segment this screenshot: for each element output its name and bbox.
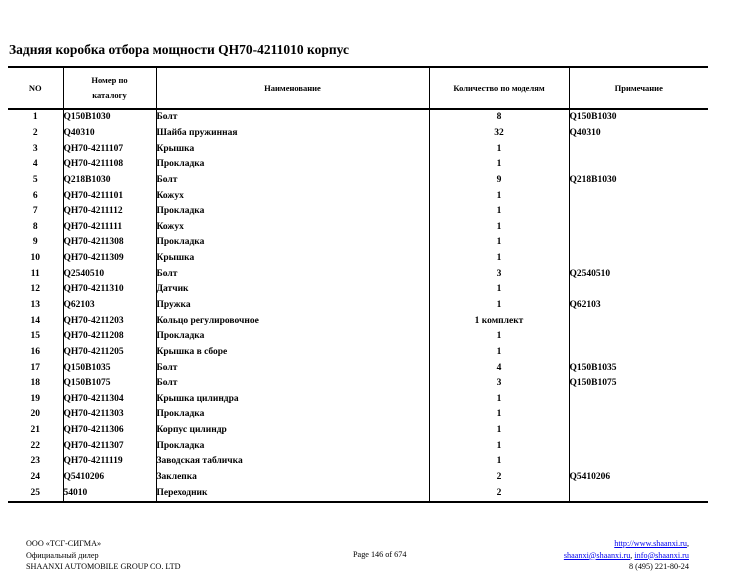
cell-note: Q150B1030 [569,112,617,123]
cell-note: Q2540510 [569,268,611,279]
cell-note [569,204,708,220]
table-row [8,219,708,235]
cell-name: Датчик [156,282,429,298]
cell-no: 14 [8,313,63,329]
table-row [8,109,708,126]
table-row [8,157,708,173]
cell-catalog-number: QH70-4211308 [63,235,156,251]
cell-note [569,423,708,439]
cell-note [569,188,708,204]
cell-quantity: 1 [429,438,569,454]
cell-quantity: 1 [429,392,569,408]
cell-note: Q5410206 [569,472,611,483]
table-row [8,438,708,454]
cell-quantity: 1 [429,329,569,345]
cell-note [569,392,708,408]
cell-catalog-number: QH70-4211112 [63,204,156,220]
cell-no: 15 [8,329,63,345]
cell-note [569,329,708,345]
table-row [8,345,708,361]
header-quantity: Количество по моделям [429,67,569,109]
cell-no: 11 [8,266,63,282]
cell-note: Q62103 [569,300,601,310]
cell-catalog-number: QH70-4211111 [63,219,156,235]
table-row [8,454,708,470]
table-row [8,313,708,329]
cell-no: 1 [8,109,63,126]
cell-quantity: 1 [429,345,569,361]
cell-quantity: 1 [429,157,569,173]
cell-no: 18 [8,376,63,392]
cell-name: Болт [156,173,429,189]
cell-note [569,454,708,470]
table-header-row [8,67,708,109]
cell-name: Крышка [156,251,429,267]
cell-catalog-number: QH70-4211107 [63,141,156,157]
cell-catalog-number: Q150B1075 [63,376,156,392]
cell-name: Шайба пружинная [156,126,429,142]
cell-no: 24 [8,470,63,486]
cell-note [569,345,708,361]
cell-no: 6 [8,188,63,204]
table-row [8,329,708,345]
cell-quantity: 2 [429,470,569,486]
cell-note [569,219,708,235]
cell-no: 17 [8,360,63,376]
cell-quantity: 1 [429,188,569,204]
cell-note: Q150B1035 [569,362,617,373]
cell-quantity: 4 [429,360,569,376]
cell-note [569,282,708,298]
cell-no: 2 [8,126,63,142]
cell-name: Болт [156,266,429,282]
cell-quantity: 1 комплект [429,313,569,329]
cell-no: 8 [8,219,63,235]
cell-note [569,235,708,251]
cell-name: Заклепка [156,470,429,486]
email-link-info[interactable]: info@shaanxi.ru [634,550,689,560]
cell-note [569,407,708,423]
cell-quantity: 2 [429,485,569,502]
table-row [8,470,708,486]
cell-name: Кольцо регулировочное [156,313,429,329]
table-row [8,251,708,267]
table-row [8,141,708,157]
page-number: Page 146 of 674 [353,550,407,559]
cell-name: Прокладка [156,204,429,220]
cell-catalog-number: Q150B1035 [63,360,156,376]
cell-no: 22 [8,438,63,454]
table-row [8,485,708,502]
cell-name: Корпус цилиндр [156,423,429,439]
table-row [8,423,708,439]
cell-quantity: 9 [429,173,569,189]
table-body [8,109,708,502]
cell-note [569,157,708,173]
cell-catalog-number: QH70-4211307 [63,438,156,454]
footer-dealer: Официальный дилер [26,550,99,560]
cell-no: 5 [8,173,63,189]
parts-table [8,66,708,503]
cell-name: Прокладка [156,235,429,251]
cell-catalog-number: Q62103 [63,298,156,314]
footer-company [26,538,181,573]
cell-catalog-number: 54010 [63,485,156,502]
email-link-shaanxi[interactable]: shaanxi@shaanxi.ru [563,550,631,560]
header-catalog-line1: Номер по [91,75,128,85]
table-row [8,266,708,282]
footer-contacts: http://www.shaanxi.ru, shaanxi@shaanxi.ru, info@shaanxi.ru 8 (495) 221-80-24 [563,539,689,571]
cell-no: 7 [8,204,63,220]
header-note: Примечание [569,67,708,109]
cell-quantity: 1 [429,282,569,298]
cell-name: Крышка [156,141,429,157]
cell-quantity: 1 [429,235,569,251]
cell-name: Заводская табличка [156,454,429,470]
footer-group: SHAANXI AUTOMOBILE GROUP CO. LTD [26,562,181,571]
cell-name: Прокладка [156,438,429,454]
header-catalog-line2: каталогу [92,90,127,100]
table-row [8,298,708,314]
table-row [8,235,708,251]
cell-quantity: 3 [429,376,569,392]
cell-quantity: 32 [429,126,569,142]
table-row [8,407,708,423]
cell-note [569,251,708,267]
cell-catalog-number: QH70-4211101 [63,188,156,204]
table-row [8,126,708,142]
cell-name: Болт [156,360,429,376]
cell-catalog-number: Q150B1030 [63,109,156,126]
cell-no: 4 [8,157,63,173]
cell-name: Прокладка [156,329,429,345]
cell-catalog-number: QH70-4211310 [63,282,156,298]
cell-no: 13 [8,298,63,314]
table-row [8,188,708,204]
cell-quantity: 3 [429,266,569,282]
cell-catalog-number: QH70-4211304 [63,392,156,408]
cell-no: 16 [8,345,63,361]
cell-catalog-number: QH70-4211108 [63,157,156,173]
cell-no: 25 [8,485,63,502]
header-catalog-number [63,67,156,109]
cell-name: Прокладка [156,157,429,173]
cell-note [569,141,708,157]
cell-quantity: 1 [429,219,569,235]
cell-no: 9 [8,235,63,251]
cell-name: Переходник [156,485,429,502]
header-name: Наименование [156,67,429,109]
cell-no: 20 [8,407,63,423]
cell-quantity: 1 [429,454,569,470]
cell-quantity: 1 [429,251,569,267]
cell-catalog-number: Q5410206 [63,470,156,486]
cell-name: Болт [156,376,429,392]
cell-quantity: 1 [429,141,569,157]
cell-quantity: 1 [429,407,569,423]
cell-note: Q218B1030 [569,174,617,185]
cell-no: 21 [8,423,63,439]
cell-catalog-number: Q40310 [63,126,156,142]
cell-note [569,313,708,329]
cell-quantity: 8 [429,109,569,126]
cell-catalog-number: QH70-4211208 [63,329,156,345]
cell-name: Кожух [156,219,429,235]
cell-name: Пружка [156,298,429,314]
cell-quantity: 1 [429,204,569,220]
website-link[interactable]: http://www.shaanxi.ru [614,539,687,548]
cell-note: Q150B1075 [569,378,617,389]
cell-no: 12 [8,282,63,298]
cell-catalog-number: QH70-4211303 [63,407,156,423]
cell-name: Прокладка [156,407,429,423]
cell-note: Q40310 [569,127,601,138]
cell-quantity: 1 [429,423,569,439]
cell-no: 19 [8,392,63,408]
page-title: Задняя коробка отбора мощности QH70-4211010 корпус [9,42,349,57]
table-row [8,204,708,220]
cell-catalog-number: QH70-4211119 [63,454,156,470]
cell-catalog-number: Q2540510 [63,266,156,282]
table-row [8,392,708,408]
cell-quantity: 1 [429,298,569,314]
cell-catalog-number: QH70-4211309 [63,251,156,267]
footer-company-name: ООО «ТСГ-СИГМА» [26,539,102,548]
cell-catalog-number: QH70-4211306 [63,423,156,439]
table-row [8,173,708,189]
phone-number: 8 (495) 221-80-24 [628,562,689,571]
cell-catalog-number: QH70-4211203 [63,313,156,329]
table-row [8,282,708,298]
cell-no: 3 [8,141,63,157]
table-row [8,376,708,392]
cell-name: Крышка цилиндра [156,392,429,408]
cell-note [569,485,708,502]
cell-name: Крышка в сборе [156,345,429,361]
cell-catalog-number: QH70-4211205 [63,345,156,361]
cell-no: 10 [8,251,63,267]
cell-name: Кожух [156,188,429,204]
cell-no: 23 [8,454,63,470]
cell-note [569,438,708,454]
cell-catalog-number: Q218B1030 [63,173,156,189]
cell-name: Болт [156,109,429,126]
header-no: NO [8,67,63,109]
table-row [8,360,708,376]
